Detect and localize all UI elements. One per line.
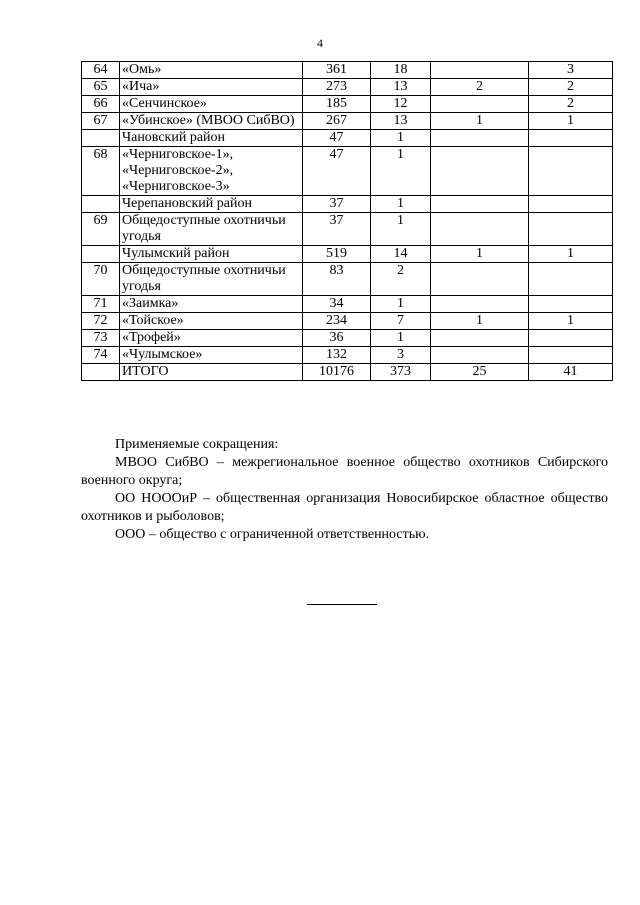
value-col-1-cell: 10176	[303, 364, 371, 381]
value-col-2-cell: 13	[371, 79, 431, 96]
abbreviation-item: ОО НОООиР – общественная организация Новосибирское областное общество охотников и рыболовов;	[81, 491, 608, 524]
value-col-1-cell: 267	[303, 113, 371, 130]
grounds-name-cell: «Ича»	[120, 79, 303, 96]
table-row	[82, 296, 613, 313]
value-col-3-cell	[431, 96, 529, 113]
table-row	[82, 347, 613, 364]
value-col-4-cell: 1	[529, 113, 613, 130]
abbreviations-heading: Применяемые сокращения:	[115, 437, 279, 452]
row-number-cell: 64	[82, 62, 120, 79]
grounds-name-cell: Общедоступные охотничьи угодья	[120, 213, 303, 246]
row-number-cell: 74	[82, 347, 120, 364]
row-number-cell: 71	[82, 296, 120, 313]
value-col-1-cell: 273	[303, 79, 371, 96]
value-col-3-cell	[431, 263, 529, 296]
grounds-name-cell: ИТОГО	[120, 364, 303, 381]
value-col-1-cell: 185	[303, 96, 371, 113]
table-row	[82, 147, 613, 196]
value-col-2-cell: 12	[371, 96, 431, 113]
grounds-name-cell: «Чулымское»	[120, 347, 303, 364]
grounds-name-cell: «Омь»	[120, 62, 303, 79]
value-col-4-cell	[529, 196, 613, 213]
value-col-2-cell: 1	[371, 147, 431, 196]
value-col-3-cell	[431, 62, 529, 79]
value-col-3-cell	[431, 130, 529, 147]
row-number-cell	[82, 246, 120, 263]
value-col-2-cell: 1	[371, 213, 431, 246]
value-col-3-cell	[431, 147, 529, 196]
value-col-3-cell: 1	[431, 246, 529, 263]
row-number-cell: 72	[82, 313, 120, 330]
value-col-4-cell: 2	[529, 96, 613, 113]
table-body	[82, 62, 613, 381]
value-col-2-cell: 7	[371, 313, 431, 330]
value-col-1-cell: 83	[303, 263, 371, 296]
value-col-4-cell: 1	[529, 313, 613, 330]
row-number-cell	[82, 130, 120, 147]
grounds-name-cell: «Сенчинское»	[120, 96, 303, 113]
value-col-3-cell: 25	[431, 364, 529, 381]
value-col-1-cell: 34	[303, 296, 371, 313]
grounds-name-cell: «Убинское» (МВОО СибВО)	[120, 113, 303, 130]
value-col-1-cell: 361	[303, 62, 371, 79]
value-col-4-cell: 41	[529, 364, 613, 381]
value-col-2-cell: 373	[371, 364, 431, 381]
value-col-3-cell: 1	[431, 113, 529, 130]
value-col-1-cell: 234	[303, 313, 371, 330]
value-col-2-cell: 14	[371, 246, 431, 263]
grounds-name-cell: «Заимка»	[120, 296, 303, 313]
value-col-3-cell: 2	[431, 79, 529, 96]
value-col-4-cell: 1	[529, 246, 613, 263]
abbreviations-section	[81, 436, 608, 544]
row-number-cell: 67	[82, 113, 120, 130]
table-row	[82, 364, 613, 381]
row-number-cell: 66	[82, 96, 120, 113]
value-col-2-cell: 3	[371, 347, 431, 364]
grounds-name-cell: Общедоступные охотничьи угодья	[120, 263, 303, 296]
grounds-name-cell: «Тойское»	[120, 313, 303, 330]
value-col-1-cell: 47	[303, 130, 371, 147]
grounds-name-cell: «Трофей»	[120, 330, 303, 347]
value-col-1-cell: 36	[303, 330, 371, 347]
row-number-cell: 69	[82, 213, 120, 246]
table-row	[82, 246, 613, 263]
value-col-3-cell	[431, 213, 529, 246]
value-col-2-cell: 13	[371, 113, 431, 130]
table-row	[82, 313, 613, 330]
row-number-cell: 73	[82, 330, 120, 347]
value-col-4-cell: 3	[529, 62, 613, 79]
table-row	[82, 96, 613, 113]
abbreviation-item: МВОО СибВО – межрегиональное военное общество охотников Сибирского военного округа;	[81, 455, 608, 488]
table-row	[82, 196, 613, 213]
value-col-4-cell: 2	[529, 79, 613, 96]
value-col-1-cell: 519	[303, 246, 371, 263]
row-number-cell	[82, 196, 120, 213]
table-row	[82, 263, 613, 296]
page-number: 4	[317, 36, 323, 50]
row-number-cell: 65	[82, 79, 120, 96]
table-row	[82, 62, 613, 79]
value-col-2-cell: 1	[371, 330, 431, 347]
abbreviation-item: ООО – общество с ограниченной ответственностью.	[115, 527, 430, 542]
value-col-2-cell: 1	[371, 130, 431, 147]
value-col-3-cell	[431, 347, 529, 364]
value-col-4-cell	[529, 347, 613, 364]
row-number-cell	[82, 364, 120, 381]
hunting-grounds-table	[81, 61, 613, 381]
table-row	[82, 113, 613, 130]
value-col-4-cell	[529, 263, 613, 296]
value-col-2-cell: 1	[371, 296, 431, 313]
grounds-name-cell: Черепановский район	[120, 196, 303, 213]
table-row	[82, 79, 613, 96]
table-row	[82, 130, 613, 147]
value-col-2-cell: 18	[371, 62, 431, 79]
value-col-3-cell	[431, 196, 529, 213]
value-col-3-cell: 1	[431, 313, 529, 330]
value-col-4-cell	[529, 147, 613, 196]
value-col-3-cell	[431, 330, 529, 347]
table-row	[82, 330, 613, 347]
grounds-name-cell: Чулымский район	[120, 246, 303, 263]
table-row	[82, 213, 613, 246]
value-col-1-cell: 37	[303, 196, 371, 213]
value-col-2-cell: 2	[371, 263, 431, 296]
value-col-3-cell	[431, 296, 529, 313]
grounds-name-cell: Чановский район	[120, 130, 303, 147]
row-number-cell: 68	[82, 147, 120, 196]
value-col-2-cell: 1	[371, 196, 431, 213]
value-col-1-cell: 37	[303, 213, 371, 246]
value-col-4-cell	[529, 213, 613, 246]
value-col-4-cell	[529, 130, 613, 147]
value-col-1-cell: 132	[303, 347, 371, 364]
grounds-name-cell: «Черниговское-1», «Черниговское-2», «Черниговское-3»	[120, 147, 303, 196]
closing-rule	[307, 604, 377, 605]
value-col-4-cell	[529, 330, 613, 347]
value-col-4-cell	[529, 296, 613, 313]
row-number-cell: 70	[82, 263, 120, 296]
value-col-1-cell: 47	[303, 147, 371, 196]
